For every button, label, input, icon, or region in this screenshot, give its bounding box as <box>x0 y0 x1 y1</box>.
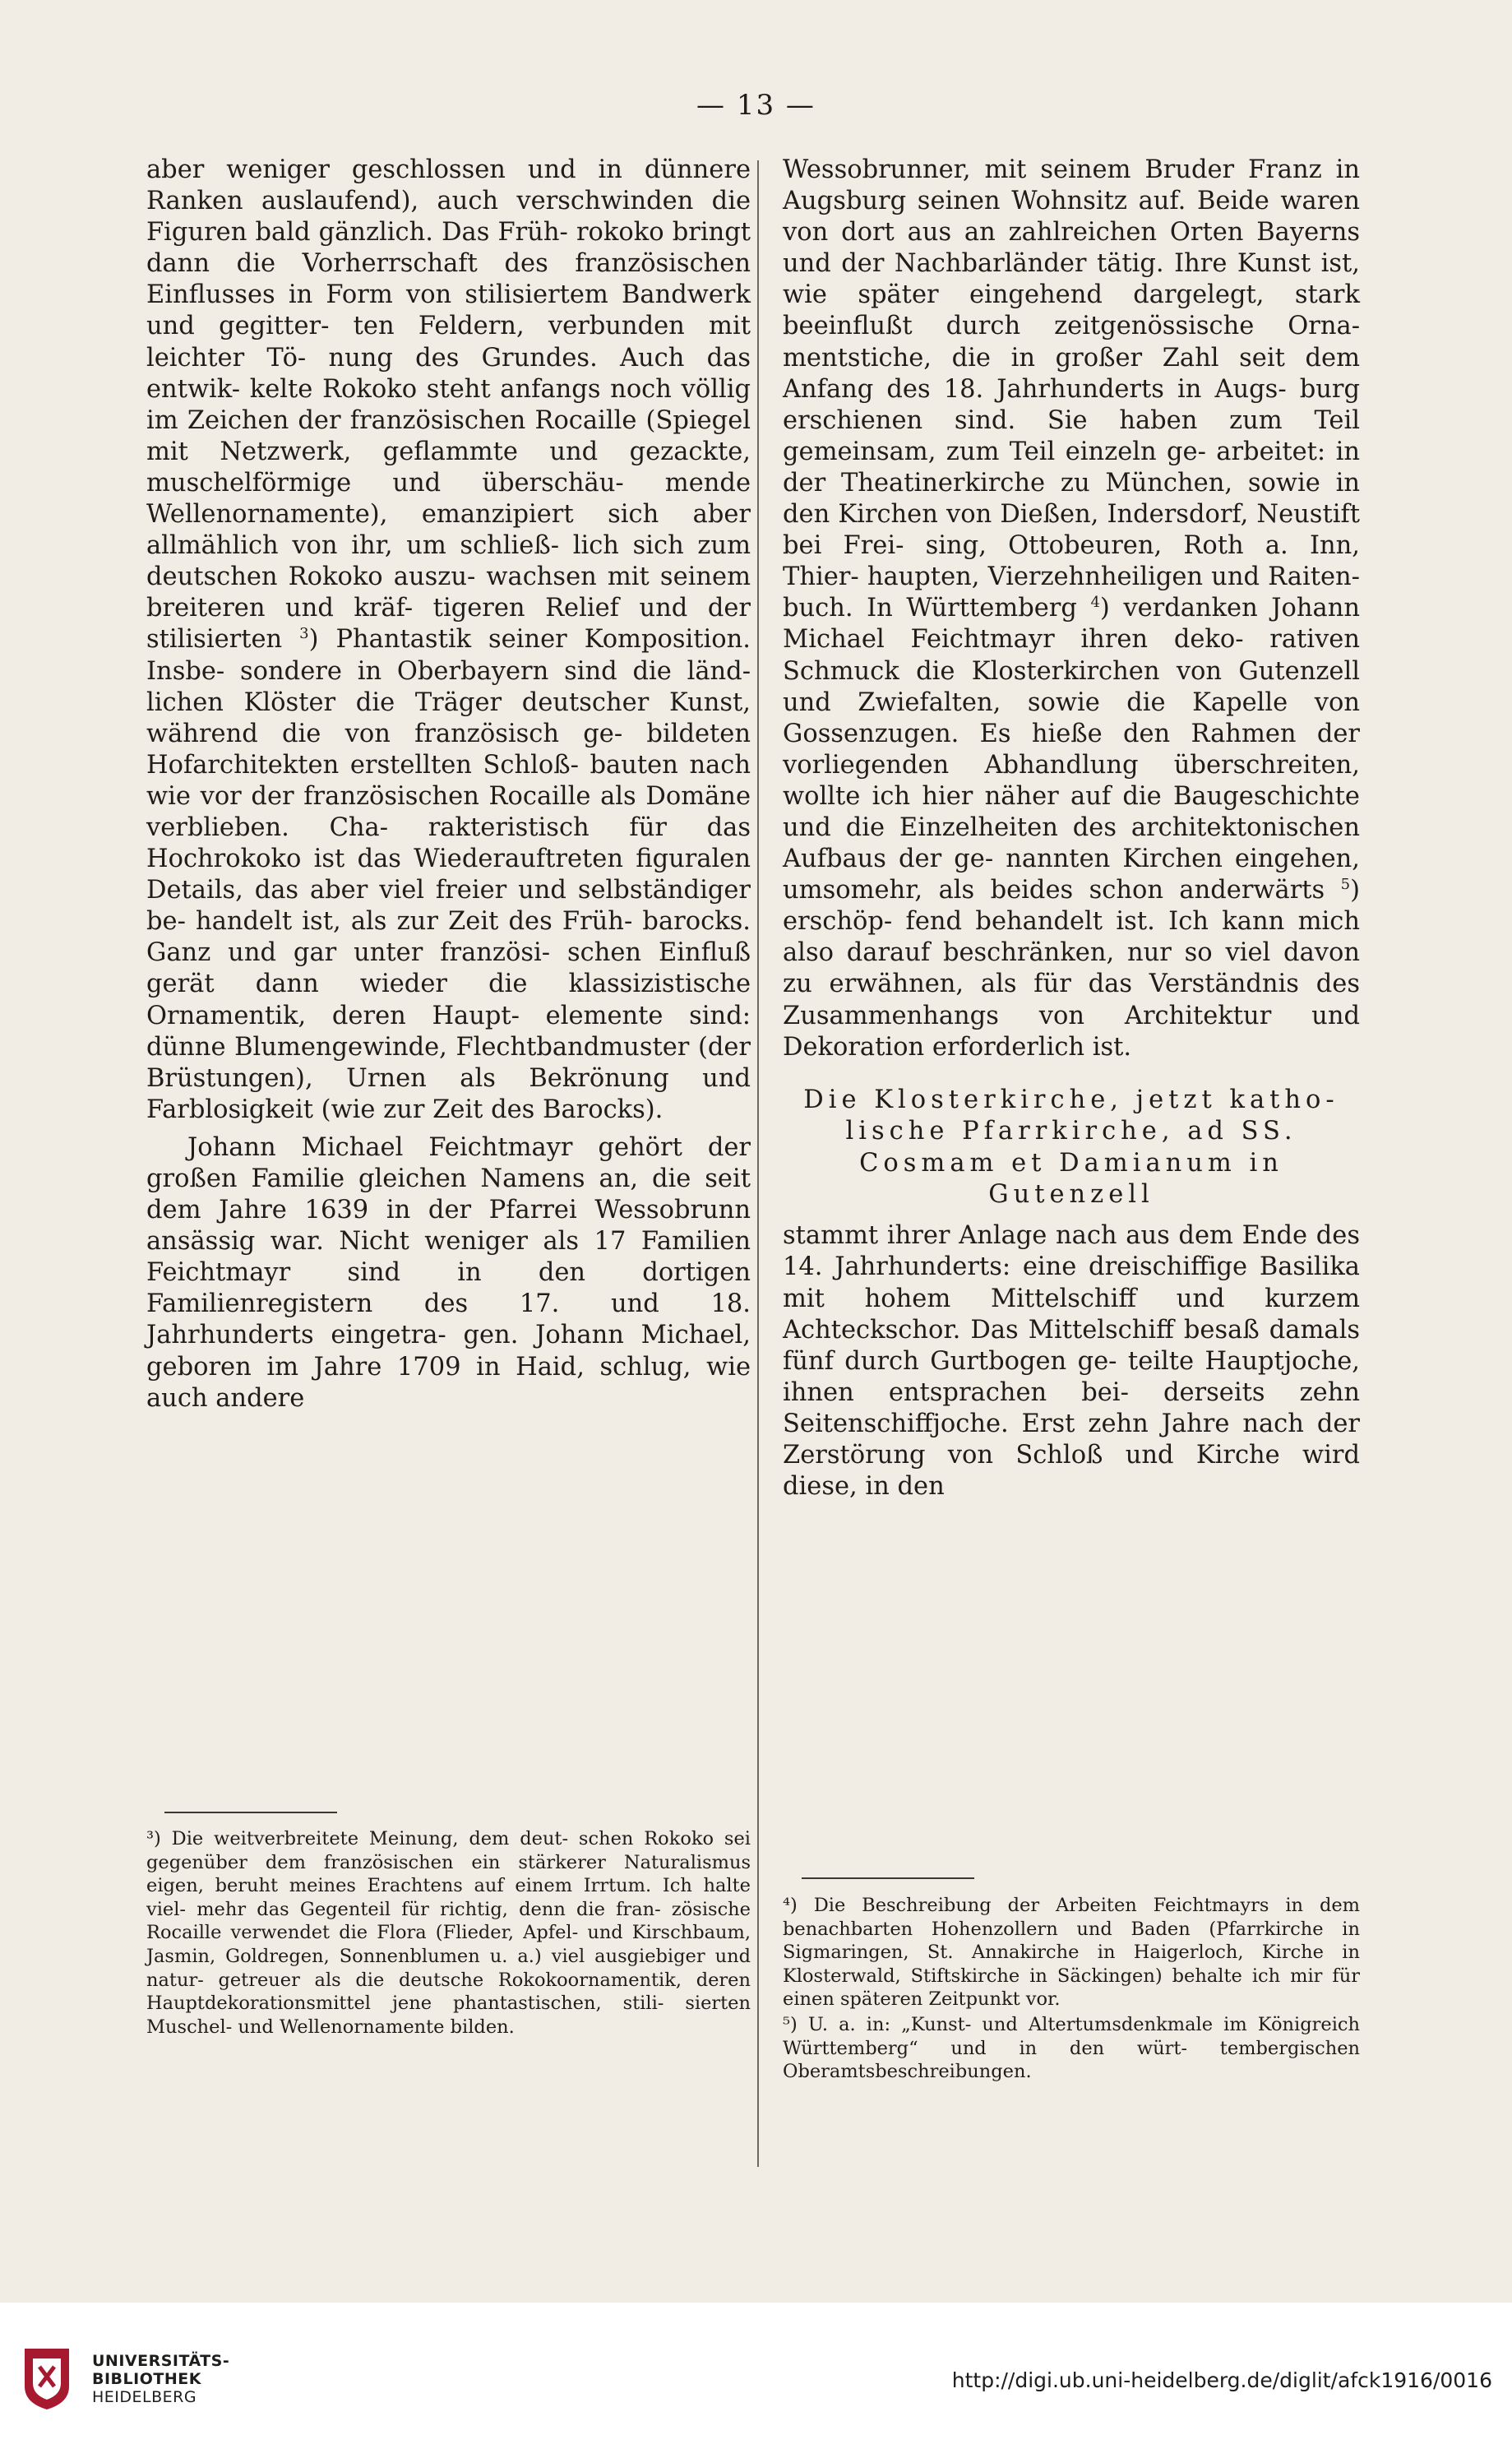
footnote-3 <box>146 1827 751 2039</box>
right-paragraph-1 <box>783 155 1360 1063</box>
library-logo-icon <box>18 2345 76 2411</box>
column-divider <box>757 160 759 2167</box>
footnotes-right <box>783 1894 1360 2084</box>
footnote-rule-left <box>164 1812 337 1813</box>
left-paragraph-1-text: aber weniger geschlossen und in dünnere Ranken auslaufend), auch verschwinden die Figuren bald gänzlich. Das Früh- rokoko bringt dann die Vorherrschaft des französischen Einflusses in Form von stilisiertem Bandwerk und gegitter- ten Feldern, verbunden mit leichter Tö- nung des Grundes. Auch das entwik- kelte Rokoko steht anfangs noch völlig im Zeichen der französischen Rocaille (Spiegel mit Netzwerk, geflammte und gezackte, muschelförmige und überschäu- mende Wellenornamente), emanzipiert sich aber allmählich von ihr, um schließ- lich sich zum deutschen Rokoko auszu- wachsen mit seinem breiteren und kräf- tigeren Relief und der stilisierten <box>146 155 751 655</box>
source-url-link[interactable]: http://digi.ub.uni-heidelberg.de/diglit/afck1916/0016 <box>951 2368 1492 2392</box>
footnote-5-text: ⁵) U. a. in: „Kunst- und Altertumsdenkmale im Königreich Württemberg“ und in den würt- tembergischen Oberamtsbeschreibungen. <box>783 2013 1360 2083</box>
right-column <box>783 155 1360 1502</box>
footnote-rule-right <box>802 1877 974 1879</box>
left-paragraph-1-tail: ) Phantastik seiner Komposition. Insbe- sondere in Oberbayern sind die länd- lichen Klöster die Träger deutscher Kunst, während die von französisch ge- bildeten Hofarchitekten erstellten Schloß- bauten nach wie vor der französischen Rocaille als Domäne verblieben. Cha- rakteristisch für das Hochrokoko ist das Wiederauftreten figuralen Details, das aber viel freier und selbständiger be- handelt ist, als zur Zeit des Früh- barocks. Ganz und gar unter französi- schen Einfluß gerät dann wieder die klassizistische Ornamentik, deren Haupt- elemente sind: dünne Blumengewinde, Flechtbandmuster (der Brüstungen), Urnen als Bekrönung und Farblosigkeit (wie zur Zeit des Barocks). <box>146 625 751 1124</box>
digitization-footer <box>0 2303 1512 2458</box>
left-paragraph-2: Johann Michael Feichtmayr gehört der großen Familie gleichen Namens an, die seit dem Jahre 1639 in der Pfarrei Wessobrunn ansässig war. Nicht weniger als 17 Familien Feichtmayr sind in den dortigen Familienregistern des 17. und 18. Jahrhunderts eingetra- gen. Johann Michael, geboren im Jahre 1709 in Haid, schlug, wie auch andere <box>146 1132 751 1413</box>
right-paragraph-2: stammt ihrer Anlage nach aus dem Ende des 14. Jahrhunderts: eine dreischiffige Basilika mit hohem Mittelschiff und kurzem Achteckschor. Das Mittelschiff besaß damals fünf durch Gurtbogen ge- teilte Hauptjoche, ihnen entsprachen bei- derseits zehn Seitenschiffjoche. Erst zehn Jahre nach der Zerstörung von Schloß und Kirche wird diese, in den <box>783 1221 1360 1502</box>
right-paragraph-1-text-b: ) verdanken Johann Michael Feichtmayr ihren deko- rativen Schmuck die Klosterkirchen von Gutenzell und Zwiefalten, sowie die Kapelle von Gossenzugen. Es hieße den Rahmen der vorliegenden Abhandlung überschreiten, wollte ich hier näher auf die Baugeschichte und die Einzelheiten des architektonischen Aufbaus der ge- nannten Kirchen eingehen, umsomehr, als beides schon anderwärts <box>783 594 1360 905</box>
library-name-line-3: HEIDELBERG <box>92 2388 197 2406</box>
left-paragraph-1 <box>146 155 751 1126</box>
footnote-4-text: ⁴) Die Beschreibung der Arbeiten Feichtmayrs in dem benachbarten Hohenzollern und Baden (Pfarrkirche in Sigmaringen, St. Annakirche in Haigerloch, Kirche in Klosterwald, Stiftskirche in Säckingen) behalte ich mir für einen späteren Zeitpunkt vor. <box>783 1895 1360 2011</box>
right-paragraph-1-text-c: ) erschöp- fend behandelt ist. Ich kann mich also darauf beschränken, nur so viel davon zu erwähnen, als für das Verständnis des Zusammenhangs von Architektur und Dekoration erforderlich ist. <box>783 876 1360 1062</box>
right-paragraph-1-text-a: Wessobrunner, mit seinem Bruder Franz in Augsburg seinen Wohnsitz auf. Beide waren von dort aus an zahlreichen Orten Bayerns und der Nachbarländer tätig. Ihre Kunst ist, wie später eingehend dargelegt, stark beeinflußt durch zeitgenössische Orna- mentstiche, die in großer Zahl seit dem Anfang des 18. Jahrhunderts in Augs- burg erschienen sind. Sie haben zum Teil gemeinsam, zum Teil einzeln ge- arbeitet: in der Theatinerkirche zu München, sowie in den Kirchen von Dießen, Indersdorf, Neustift bei Frei- sing, Ottobeuren, Roth a. Inn, Thier- haupten, Vierzehnheiligen und Raiten- buch. In Württemberg <box>783 155 1360 623</box>
page-number: — 13 — <box>696 89 816 122</box>
footnote-ref-4[interactable]: 4 <box>1090 594 1100 612</box>
section-heading: Die Klosterkirche, jetzt katho- lische Pfarrkirche, ad SS. Cosmam et Damianum in Gutenzell <box>803 1085 1339 1209</box>
library-name-line-2: BIBLIOTHEK <box>92 2370 201 2388</box>
footnote-ref-3[interactable]: 3 <box>299 625 309 643</box>
footnote-ref-5[interactable]: 5 <box>1340 876 1351 893</box>
footnote-3-text: ³) Die weitverbreitete Meinung, dem deut- schen Rokoko sei gegenüber dem französischen ein stärkerer Naturalismus eigen, beruht meines Erachtens auf einem Irrtum. Ich halte viel- mehr das Gegenteil für richtig, denn die fran- zösische Rocaille verwendet die Flora (Flieder, Apfel- und Kirschbaum, Jasmin, Goldregen, Sonnenblumen u. a.) viel ausgiebiger und natur- getreuer als die deutsche Rokokoornamentik, deren Hauptdekorationsmittel jene phantastischen, stili- sierten Muschel- und Wellenornamente bilden. <box>146 1828 751 2038</box>
library-name-line-1: UNIVERSITÄTS- <box>92 2352 230 2370</box>
library-name <box>92 2352 229 2406</box>
left-column <box>146 155 751 1414</box>
